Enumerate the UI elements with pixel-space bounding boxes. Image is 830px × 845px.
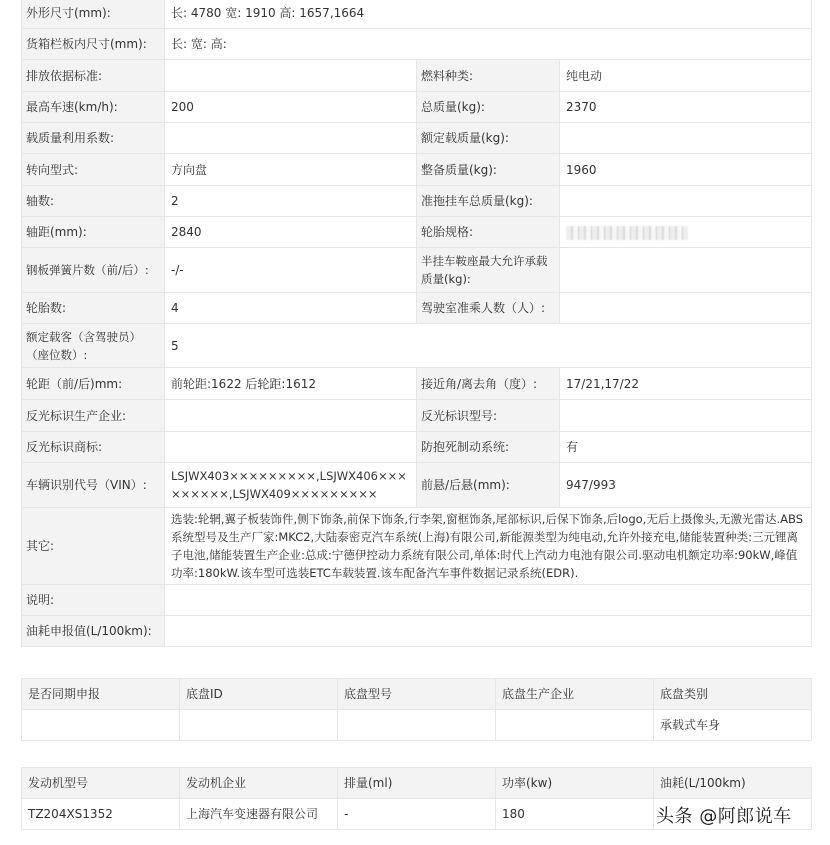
util-value bbox=[165, 123, 417, 154]
abs-value: 有 bbox=[560, 432, 812, 463]
chassis-cell bbox=[22, 710, 180, 741]
engine-header: 排量(ml) bbox=[338, 768, 496, 799]
engine-header: 油耗(L/100km) bbox=[654, 768, 812, 799]
engine-cell: 180 bbox=[496, 799, 654, 830]
emission-label: 排放依据标准: bbox=[22, 60, 165, 92]
tires-value: 4 bbox=[165, 293, 417, 324]
engine-cell: 上海汽车变速器有限公司 bbox=[180, 799, 338, 830]
tires-label: 轮胎数: bbox=[22, 293, 165, 324]
saddle-value bbox=[560, 248, 812, 293]
other-value: 选装:轮辋,翼子板装饰件,侧下饰条,前保下饰条,行李架,窗框饰条,尾部标识,后保下饰条,后logo,无后上摄像头,无激光雷达.ABS系统型号及生产厂家:MKC2,大陆泰密克汽车系统(上海)有限公司,新能源类型为纯电动,允许外接充电,储能装置种类:三元锂离子电池,储能装置生产企业:总成:宁德伊控动力系统有限公司,单体:时代上汽动力电池有限公司.驱动电机额定功率:90kW,峰值功率:180kW.该车型可选装ETC车载装置.该车配备汽车事件数据记录系统(EDR). bbox=[165, 508, 812, 585]
rated-load-value bbox=[560, 123, 812, 154]
cab-value bbox=[560, 293, 812, 324]
chassis-cell bbox=[338, 710, 496, 741]
vehicle-spec-table bbox=[21, 0, 812, 647]
util-label: 载质量利用系数: bbox=[22, 123, 165, 154]
refl-maker-value bbox=[165, 400, 417, 432]
fuel-value: 纯电动 bbox=[560, 60, 812, 92]
axles-value: 2 bbox=[165, 186, 417, 217]
vin-label: 车辆识别代号（VIN）: bbox=[22, 463, 165, 508]
chassis-table bbox=[21, 678, 812, 741]
track-label: 轮距（前/后)mm: bbox=[22, 368, 165, 400]
axles-label: 轴数: bbox=[22, 186, 165, 217]
cargo-value: 长: 宽: 高: bbox=[165, 29, 812, 60]
refl-brand-label: 反光标识商标: bbox=[22, 432, 165, 463]
steer-label: 转向型式: bbox=[22, 154, 165, 186]
engine-header: 发动机企业 bbox=[180, 768, 338, 799]
engine-cell: - bbox=[338, 799, 496, 830]
engine-cell: TZ204XS1352 bbox=[22, 799, 180, 830]
trailer-value bbox=[560, 186, 812, 217]
cargo-label: 货箱栏板内尺寸(mm): bbox=[22, 29, 165, 60]
track-value: 前轮距:1622 后轮距:1612 bbox=[165, 368, 417, 400]
refl-brand-value bbox=[165, 432, 417, 463]
dims-value: 长: 4780 宽: 1910 高: 1657,1664 bbox=[165, 0, 812, 29]
vin-value: LSJWX403×××××××××,LSJWX406×××××××××,LSJWX409××××××××× bbox=[165, 463, 417, 508]
tire-label: 轮胎规格: bbox=[417, 217, 560, 248]
speed-value: 200 bbox=[165, 92, 417, 123]
trailer-label: 准拖挂车总质量(kg): bbox=[417, 186, 560, 217]
angle-label: 接近角/离去角（度）: bbox=[417, 368, 560, 400]
saddle-label: 半挂车鞍座最大允许承载质量(kg): bbox=[417, 248, 560, 293]
spring-value: -/- bbox=[165, 248, 417, 293]
consumption-label: 油耗申报值(L/100km): bbox=[22, 616, 165, 647]
blurred-tire-spec bbox=[566, 226, 688, 240]
refl-maker-label: 反光标识生产企业: bbox=[22, 400, 165, 432]
gross-label: 总质量(kg): bbox=[417, 92, 560, 123]
note-label: 说明: bbox=[22, 585, 165, 616]
seats-label: 额定载客（含驾驶员）（座位数）: bbox=[22, 324, 165, 368]
curb-label: 整备质量(kg): bbox=[417, 154, 560, 186]
steer-value: 方向盘 bbox=[165, 154, 417, 186]
cab-label: 驾驶室准乘人数（人）: bbox=[417, 293, 560, 324]
overhang-value: 947/993 bbox=[560, 463, 812, 508]
chassis-header: 底盘类别 bbox=[654, 679, 812, 710]
other-label: 其它: bbox=[22, 508, 165, 585]
chassis-cell bbox=[496, 710, 654, 741]
watermark: 头条 @阿郎说车 bbox=[656, 806, 792, 827]
consumption-value bbox=[165, 616, 812, 647]
gross-value: 2370 bbox=[560, 92, 812, 123]
chassis-header: 底盘ID bbox=[180, 679, 338, 710]
seats-value: 5 bbox=[165, 324, 812, 368]
angle-value: 17/21,17/22 bbox=[560, 368, 812, 400]
note-value bbox=[165, 585, 812, 616]
engine-header: 发动机型号 bbox=[22, 768, 180, 799]
chassis-cell bbox=[180, 710, 338, 741]
tire-value-blurred bbox=[560, 217, 812, 248]
chassis-header: 底盘生产企业 bbox=[496, 679, 654, 710]
wheelbase-value: 2840 bbox=[165, 217, 417, 248]
refl-model-label: 反光标识型号: bbox=[417, 400, 560, 432]
dims-label: 外形尺寸(mm): bbox=[22, 0, 165, 29]
emission-value bbox=[165, 60, 417, 92]
speed-label: 最高车速(km/h): bbox=[22, 92, 165, 123]
refl-model-value bbox=[560, 400, 812, 432]
rated-load-label: 额定载质量(kg): bbox=[417, 123, 560, 154]
engine-header: 功率(kw) bbox=[496, 768, 654, 799]
chassis-cell: 承载式车身 bbox=[654, 710, 812, 741]
curb-value: 1960 bbox=[560, 154, 812, 186]
overhang-label: 前悬/后悬(mm): bbox=[417, 463, 560, 508]
abs-label: 防抱死制动系统: bbox=[417, 432, 560, 463]
spring-label: 钢板弹簧片数（前/后）: bbox=[22, 248, 165, 293]
chassis-header: 底盘型号 bbox=[338, 679, 496, 710]
wheelbase-label: 轴距(mm): bbox=[22, 217, 165, 248]
chassis-header: 是否同期申报 bbox=[22, 679, 180, 710]
fuel-label: 燃料种类: bbox=[417, 60, 560, 92]
